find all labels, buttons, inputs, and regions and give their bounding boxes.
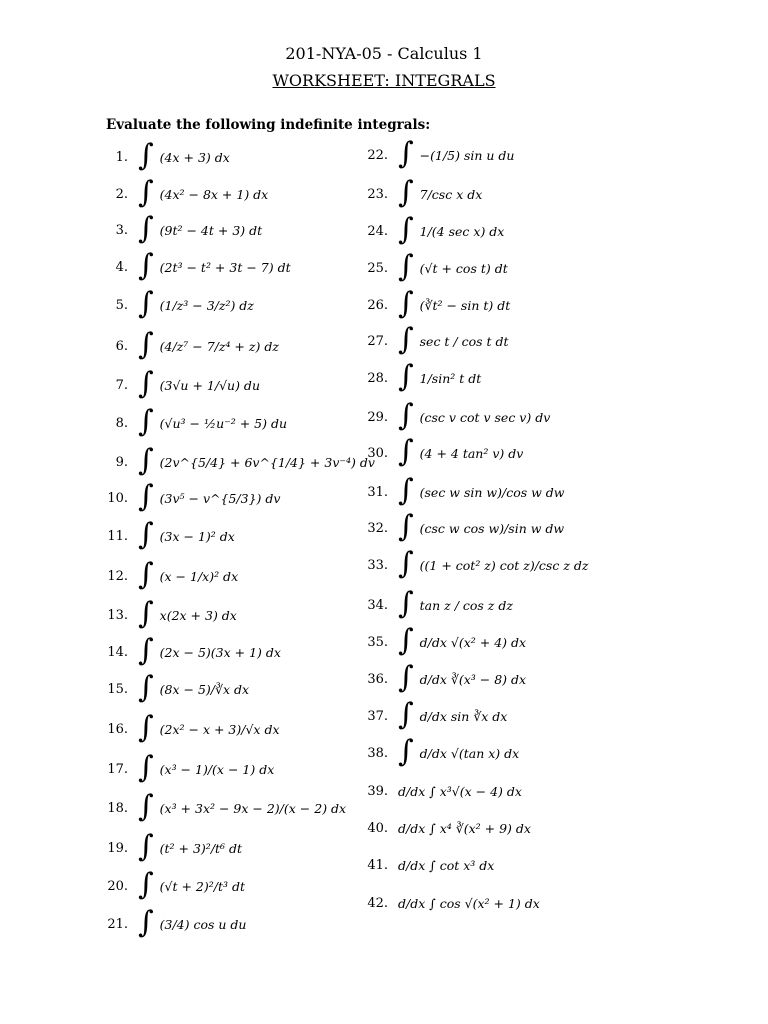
problem-right-8 [360, 398, 551, 433]
problem-number: 33. [367, 557, 388, 573]
problem-left-15 [100, 670, 250, 705]
problem-left-4 [100, 248, 291, 283]
integral-sign-icon: ∫ [138, 443, 154, 478]
integral-sign-icon: ∫ [138, 557, 154, 592]
integrand-expression: tan z / cos z dz [419, 597, 513, 613]
integrand-expression: x(2x + 3) dx [159, 607, 237, 623]
problem-right-2 [360, 175, 483, 210]
integrand-expression: (3√u + 1/√u) du [159, 377, 260, 393]
problem-number: 37. [367, 708, 388, 724]
integral-sign-icon: ∫ [138, 829, 154, 864]
problem-number: 6. [115, 338, 128, 354]
integral-sign-icon: ∫ [398, 734, 414, 769]
integrand-expression: (3v⁵ − v^{5/3}) dv [159, 490, 281, 506]
integrand-expression: (csc w cos w)/sin w dw [419, 520, 565, 536]
problem-number: 28. [367, 370, 388, 386]
integrand-expression: (3x − 1)² dx [159, 528, 235, 544]
problem-left-1 [100, 138, 230, 173]
problem-number: 13. [107, 607, 128, 623]
integrand-expression: d/dx ∫ cot x³ dx [398, 857, 495, 873]
integrand-expression: 7/csc x dx [419, 186, 483, 202]
integral-sign-icon: ∫ [138, 867, 154, 902]
integrand-expression: (2v^{5/4} + 6v^{1/4} + 3v⁻⁴) dv [159, 454, 375, 470]
integrand-expression: (2x² − x + 3)/√x dx [159, 721, 280, 737]
problem-number: 14. [107, 644, 128, 660]
integrand-expression: d/dx ∫ cos √(x² + 1) dx [398, 895, 540, 911]
problem-number: 36. [367, 671, 388, 687]
problem-left-13 [100, 596, 237, 631]
integrand-expression: d/dx ∫ x⁴ ∛(x² + 9) dx [398, 820, 531, 836]
problem-number: 17. [107, 761, 128, 777]
problem-right-7 [360, 359, 482, 394]
integrand-expression: d/dx ∛(x³ − 8) dx [419, 671, 527, 687]
problem-number: 23. [367, 186, 388, 202]
integral-sign-icon: ∫ [138, 404, 154, 439]
problem-number: 10. [107, 490, 128, 506]
integral-sign-icon: ∫ [398, 509, 414, 544]
integrand-expression: (csc v cot v sec v) dv [419, 409, 551, 425]
integral-sign-icon: ∫ [138, 633, 154, 668]
integrand-expression: (3/4) cos u du [159, 916, 247, 932]
problem-number: 27. [367, 333, 388, 349]
problem-number: 26. [367, 297, 388, 313]
problem-left-3 [100, 211, 263, 246]
problem-left-18 [100, 789, 347, 824]
problem-number: 8. [115, 415, 128, 431]
integrand-expression: d/dx ∫ x³√(x − 4) dx [398, 783, 522, 799]
problem-number: 20. [107, 878, 128, 894]
problem-right-19 [360, 813, 531, 843]
problem-left-2 [100, 175, 269, 210]
integrand-expression: (√t + cos t) dt [419, 260, 508, 276]
problem-number: 30. [367, 445, 388, 461]
problem-right-3 [360, 212, 505, 247]
integral-sign-icon: ∫ [398, 623, 414, 658]
problem-right-13 [360, 586, 513, 621]
integral-sign-icon: ∫ [398, 398, 414, 433]
integrand-expression: (2x − 5)(3x + 1) dx [159, 644, 281, 660]
problem-right-12 [360, 546, 589, 581]
problem-left-6 [100, 327, 279, 362]
problem-number: 34. [367, 597, 388, 613]
integral-sign-icon: ∫ [398, 697, 414, 732]
integral-sign-icon: ∫ [138, 248, 154, 283]
integral-sign-icon: ∫ [398, 586, 414, 621]
integrand-expression: (8x − 5)/∛x dx [159, 681, 250, 697]
integral-sign-icon: ∫ [138, 175, 154, 210]
problem-right-11 [360, 509, 565, 544]
integral-sign-icon: ∫ [138, 750, 154, 785]
problem-left-7 [100, 366, 260, 401]
problem-number: 22. [367, 147, 388, 163]
integrand-expression: (2t³ − t² + 3t − 7) dt [159, 259, 291, 275]
problem-right-21 [360, 888, 540, 918]
problem-right-16 [360, 697, 508, 732]
integral-sign-icon: ∫ [138, 138, 154, 173]
problem-right-20 [360, 850, 494, 880]
problem-number: 29. [367, 409, 388, 425]
problem-number: 16. [107, 721, 128, 737]
problem-number: 40. [367, 820, 388, 836]
integral-sign-icon: ∫ [398, 359, 414, 394]
integral-sign-icon: ∫ [138, 211, 154, 246]
integrand-expression: ((1 + cot² z) cot z)/csc z dz [419, 557, 589, 573]
integral-sign-icon: ∫ [398, 249, 414, 284]
integral-sign-icon: ∫ [398, 322, 414, 357]
problem-number: 5. [115, 297, 128, 313]
problem-number: 4. [115, 259, 128, 275]
integrand-expression: d/dx √(x² + 4) dx [419, 634, 527, 650]
problem-left-12 [100, 557, 239, 592]
problem-number: 18. [107, 800, 128, 816]
integral-sign-icon: ∫ [398, 286, 414, 321]
problem-number: 9. [115, 454, 128, 470]
integrand-expression: (sec w sin w)/cos w dw [419, 484, 565, 500]
problem-number: 12. [107, 568, 128, 584]
integrand-expression: sec t / cos t dt [419, 333, 509, 349]
problem-left-19 [100, 829, 243, 864]
problem-number: 39. [367, 783, 388, 799]
problem-right-15 [360, 660, 527, 695]
problem-left-10 [100, 479, 281, 514]
problem-left-8 [100, 404, 288, 439]
integrand-expression: 1/sin² t dt [419, 370, 482, 386]
integral-sign-icon: ∫ [138, 905, 154, 940]
problem-number: 35. [367, 634, 388, 650]
problem-right-6 [360, 322, 509, 357]
problem-number: 1. [115, 149, 128, 165]
course-title: 201-NYA-05 - Calculus 1 [285, 44, 483, 63]
integral-sign-icon: ∫ [138, 366, 154, 401]
integrand-expression: 1/(4 sec x) dx [419, 223, 505, 239]
integrand-expression: (9t² − 4t + 3) dt [159, 222, 263, 238]
problem-number: 11. [107, 528, 128, 544]
problem-left-16 [100, 710, 280, 745]
integrand-expression: (√u³ − ½u⁻² + 5) du [159, 415, 288, 431]
integral-sign-icon: ∫ [138, 596, 154, 631]
integral-sign-icon: ∫ [138, 517, 154, 552]
integrand-expression: (√t + 2)²/t³ dt [159, 878, 246, 894]
problem-right-4 [360, 249, 508, 284]
integrand-expression: (4x² − 8x + 1) dx [159, 186, 269, 202]
integrand-expression: −(1/5) sin u du [419, 147, 515, 163]
problem-number: 3. [115, 222, 128, 238]
problem-right-9 [360, 434, 524, 469]
integral-sign-icon: ∫ [398, 473, 414, 508]
worksheet-title: WORKSHEET: INTEGRALS [272, 71, 496, 90]
integrand-expression: (x³ + 3x² − 9x − 2)/(x − 2) dx [159, 800, 347, 816]
integrand-expression: (4/z⁷ − 7/z⁴ + z) dz [159, 338, 279, 354]
problem-right-1 [360, 136, 515, 171]
integral-sign-icon: ∫ [138, 327, 154, 362]
problem-number: 25. [367, 260, 388, 276]
problem-left-20 [100, 867, 246, 902]
integral-sign-icon: ∫ [138, 710, 154, 745]
integrand-expression: (t² + 3)²/t⁶ dt [159, 840, 243, 856]
integral-sign-icon: ∫ [398, 546, 414, 581]
integrand-expression: (4x + 3) dx [159, 149, 230, 165]
problem-left-11 [100, 517, 235, 552]
problem-right-10 [360, 473, 565, 508]
problem-left-9 [100, 443, 375, 478]
problem-number: 19. [107, 840, 128, 856]
problem-left-14 [100, 633, 281, 668]
integrand-expression: (x³ − 1)/(x − 1) dx [159, 761, 275, 777]
integral-sign-icon: ∫ [398, 212, 414, 247]
integrand-expression: d/dx sin ∛x dx [419, 708, 508, 724]
problem-right-17 [360, 734, 520, 769]
integral-sign-icon: ∫ [138, 479, 154, 514]
problem-right-18 [360, 776, 522, 806]
integral-sign-icon: ∫ [398, 434, 414, 469]
problem-number: 24. [367, 223, 388, 239]
problem-right-5 [360, 286, 511, 321]
problem-right-14 [360, 623, 527, 658]
problem-number: 15. [107, 681, 128, 697]
problem-left-21 [100, 905, 247, 940]
integral-sign-icon: ∫ [398, 660, 414, 695]
integral-sign-icon: ∫ [398, 175, 414, 210]
problem-number: 41. [367, 857, 388, 873]
integrand-expression: (x − 1/x)² dx [159, 568, 239, 584]
problem-number: 42. [367, 895, 388, 911]
integrand-expression: d/dx √(tan x) dx [419, 745, 520, 761]
problem-number: 7. [115, 377, 128, 393]
problem-left-5 [100, 286, 254, 321]
problem-number: 32. [367, 520, 388, 536]
instructions: Evaluate the following indefinite integrals: [106, 117, 431, 133]
integrand-expression: (4 + 4 tan² v) dv [419, 445, 524, 461]
problem-number: 38. [367, 745, 388, 761]
integral-sign-icon: ∫ [138, 789, 154, 824]
problem-left-17 [100, 750, 275, 785]
problem-number: 2. [115, 186, 128, 202]
integrand-expression: (∛t² − sin t) dt [419, 297, 511, 313]
integral-sign-icon: ∫ [138, 286, 154, 321]
integrand-expression: (1/z³ − 3/z²) dz [159, 297, 254, 313]
integral-sign-icon: ∫ [398, 136, 414, 171]
problem-number: 31. [367, 484, 388, 500]
problem-number: 21. [107, 916, 128, 932]
integral-sign-icon: ∫ [138, 670, 154, 705]
